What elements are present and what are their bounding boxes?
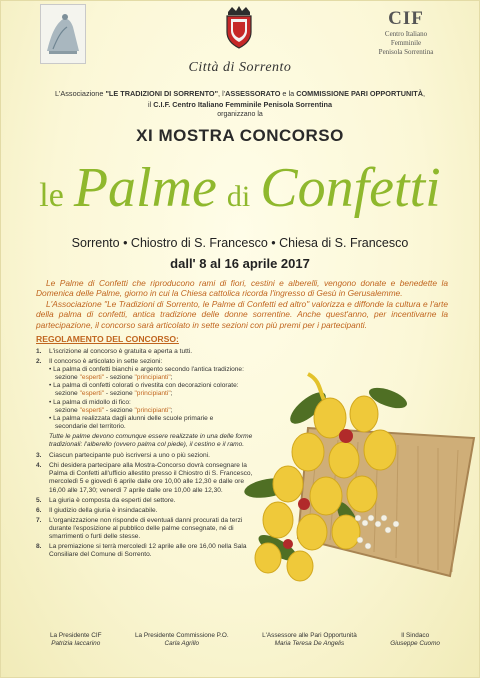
title-word-confetti: Confetti <box>260 157 441 219</box>
rule-number: 5. <box>36 496 42 504</box>
rules-heading: REGOLAMENTO DEL CONCORSO: <box>36 334 179 344</box>
signature-commission <box>135 632 229 647</box>
rules-note: Tutte le palme devono comunque essere realizzate in una delle forme tradizionali: l'alberello (ovvero palma col piede), il cestino e il ramo. <box>49 432 253 449</box>
section-text: • La palma di midollo di fico: <box>49 398 131 406</box>
signature-name: Maria Teresa De Angelis <box>274 640 345 647</box>
organize-text: organizzano la <box>217 111 263 118</box>
association-logo-image <box>41 5 85 63</box>
section-1 <box>49 366 256 374</box>
organizers-line-2 <box>10 99 470 110</box>
cif-line-2: Femminile <box>390 38 422 47</box>
section-3-levels <box>49 407 256 415</box>
rule-text: Il giudizio della giuria è insindacabile. <box>49 506 158 514</box>
level-principianti: "principianti" <box>134 406 171 414</box>
level-principianti: "principianti" <box>134 390 171 398</box>
intro-paragraph-1: Le Palme di Confetti che riproducono rami di fiori, cestini e alberelli, vengono donate e benedette la Domenica delle Palme, giorno in cui la Chiesa cattolica ricorda l'ingresso di Gesù in Gerusalemme. <box>36 278 448 299</box>
section-label: sezione <box>55 374 80 382</box>
org-association: "LE TRADIZIONI DI SORRENTO" <box>105 89 219 98</box>
rule-number: 1. <box>36 348 42 355</box>
intro-text <box>36 278 448 330</box>
city-crest-icon <box>216 4 262 50</box>
rule-item <box>36 452 256 460</box>
rule-item <box>36 358 256 431</box>
cif-line-1: Centro Italiano <box>384 30 428 38</box>
title-word-le: le <box>39 177 64 214</box>
organizers-text <box>10 88 470 110</box>
rule-text: La giuria è composta da esperti del settore. <box>49 496 176 504</box>
section-3 <box>49 399 256 407</box>
section-1-levels <box>49 374 256 382</box>
event-dates: dall' 8 al 16 aprile 2017 <box>170 256 310 271</box>
level-esperti: "esperti" <box>79 390 105 398</box>
cif-mark: CIF <box>388 8 424 29</box>
org-commission: COMMISSIONE PARI OPPORTUNITÀ <box>296 89 423 98</box>
level-principianti: "principianti" <box>134 374 171 382</box>
org-text: L'Associazione <box>54 89 106 98</box>
rule-item <box>36 543 256 559</box>
signature-role: Il Sindaco <box>401 632 430 639</box>
section-label: - sezione <box>104 406 135 414</box>
signature-cif <box>50 632 102 647</box>
rule-number: 3. <box>36 452 42 460</box>
org-text: e la <box>280 89 297 98</box>
section-label: - sezione <box>104 390 135 398</box>
cif-logo <box>356 8 456 56</box>
rule-text: Il concorso è articolato in sette sezioni: <box>49 358 163 366</box>
signature-role: La Presidente Commissione P.O. <box>134 632 229 639</box>
signature-sindaco <box>390 632 440 647</box>
rule-item <box>36 497 256 505</box>
intro-paragraph-2: L'Associazione "Le Tradizioni di Sorrento, le Palme di Confetti ed altro" valorizza e diffonde la cultura e l'arte della palma di confetti, antica tradizione delle donne sorrentine. Anche quest'anno, per incentivarne la partecipazione, il concorso sarà articolato in sette sezioni con più premi per i partecipanti. <box>36 298 448 330</box>
section-punct: ; <box>170 374 173 382</box>
section-punct: ; <box>170 406 173 414</box>
level-esperti: "esperti" <box>79 406 105 414</box>
rule-text: L'iscrizione al concorso è gratuita e aperta a tutti. <box>49 348 193 355</box>
section-label: sezione <box>55 390 80 398</box>
signature-name: Carla Agrillo <box>164 640 200 647</box>
rule-item <box>36 462 256 494</box>
org-cif: C.I.F. Centro Italiano Femminile Penisola Sorrentina <box>153 100 333 109</box>
organizers-line-1 <box>10 88 470 99</box>
signatures <box>50 632 440 647</box>
section-2 <box>49 382 256 390</box>
signature-name: Giuseppe Cuomo <box>390 640 440 647</box>
rule-item <box>36 517 256 541</box>
rule-number: 2. <box>36 358 42 366</box>
title-word-palme: Palme <box>73 157 217 219</box>
org-text: , l' <box>218 89 226 98</box>
title-word-di: di <box>226 180 251 213</box>
section-text: • La palma di confetti colorati o rivestita con decorazioni colorate: <box>49 382 239 390</box>
rule-item <box>36 507 256 515</box>
rules-list <box>36 348 256 561</box>
association-logo <box>40 4 86 64</box>
event-title <box>0 157 480 219</box>
rule-item <box>36 348 256 356</box>
section-2-levels <box>49 390 256 398</box>
rule-number: 7. <box>36 516 42 524</box>
signature-name: Patrizia Iaccarino <box>51 640 101 647</box>
city-name: Città di Sorrento <box>188 60 292 75</box>
section-text: • La palma di confetti bianchi e argento secondo l'antica tradizione: <box>49 366 244 374</box>
signature-role: La Presidente CIF <box>50 632 102 639</box>
confetti-palm-image <box>238 368 480 588</box>
signature-assessore <box>262 632 357 647</box>
section-punct: ; <box>170 390 173 398</box>
rule-text: La premiazione si terrà mercoledì 12 aprile alle ore 16,00 nella Sala Consiliare del Comune di Sorrento. <box>49 543 247 559</box>
section-label: sezione <box>55 406 80 414</box>
rule-number: 8. <box>36 543 42 551</box>
cif-line-3: Penisola Sorrentina <box>378 47 434 56</box>
section-text: secondarie del territorio. <box>55 422 126 430</box>
section-4 <box>49 415 256 423</box>
org-text: , <box>423 89 426 98</box>
section-label: - sezione <box>104 374 135 382</box>
rule-number: 4. <box>36 462 42 470</box>
level-esperti: "esperti" <box>79 374 105 382</box>
section-4-cont <box>49 423 256 431</box>
rule-text: Chi desidera partecipare alla Mostra-Concorso dovrà consegnare la Palma di Confetti all'ufficio allestito presso il Chiostro di S. Francesco, mercoledì 5 e giovedì 6 aprile dalle ore 10,00 alle 12,30 e dalle ore 16,00 alle 17,30; venerdì 7 aprile dalle ore 10,00 alle 12,30. <box>49 462 253 494</box>
org-text: il <box>147 100 154 109</box>
org-assessorato: ASSESSORATO <box>225 89 281 98</box>
rule-number: 6. <box>36 506 42 514</box>
section-text: • La palma realizzata dagli alunni delle scuole primarie e <box>49 414 214 422</box>
edition-heading: XI MOSTRA CONCORSO <box>136 126 344 145</box>
signature-role: L'Assessore alle Pari Opportunità <box>262 632 357 639</box>
event-venue: Sorrento • Chiostro di S. Francesco • Chiesa di S. Francesco <box>71 236 409 250</box>
rule-text: L'organizzazione non risponde di eventuali danni procurati da terzi durante l'esposizione al pubblico delle palme consegnate, né di smarrimenti o furti delle stesse. <box>49 516 243 540</box>
rule-text: Ciascun partecipante può iscriversi a uno o più sezioni. <box>49 452 210 460</box>
